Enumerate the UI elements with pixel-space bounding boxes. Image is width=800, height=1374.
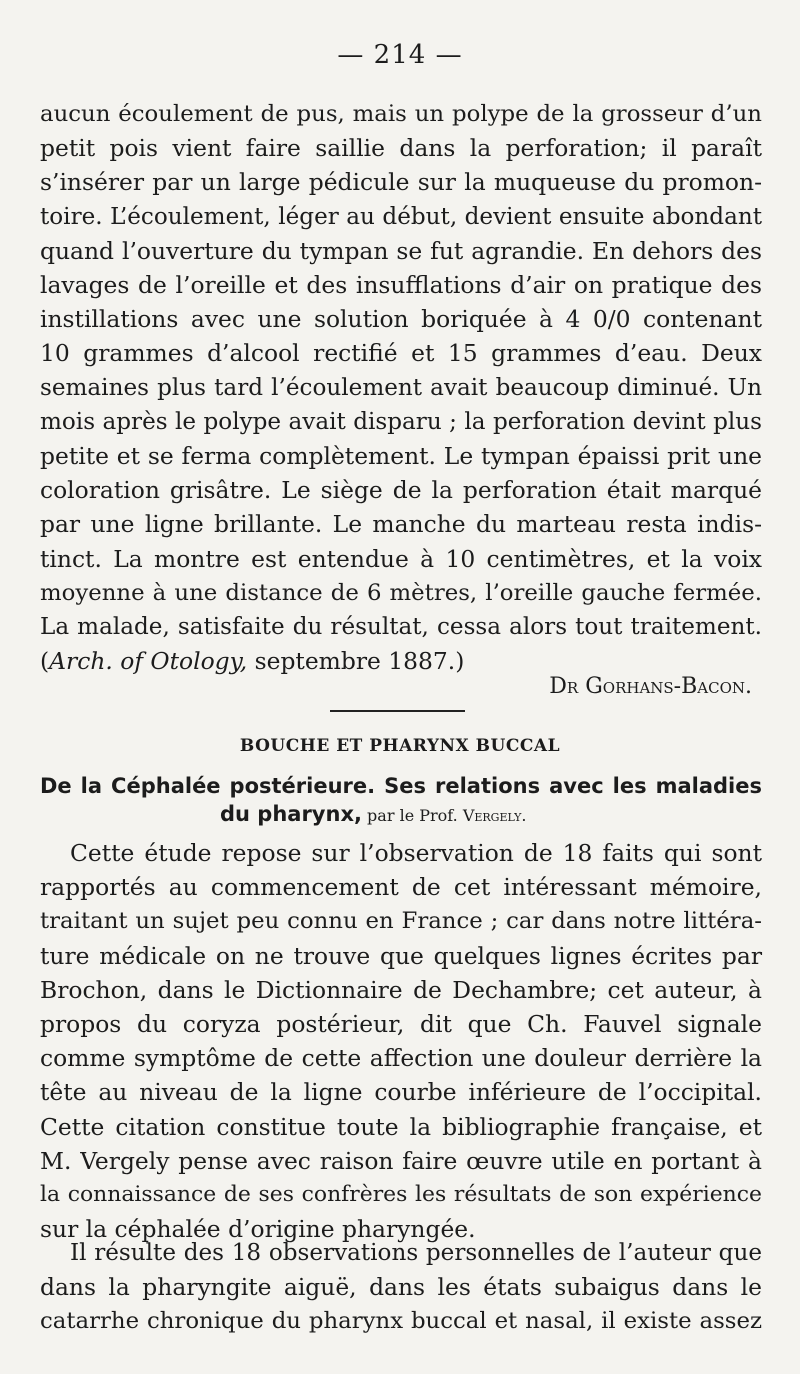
paragraph-2 (40, 836, 762, 1246)
text-line: La malade, satisfaite du résultat, cessa alors tout traitement. (40, 614, 762, 641)
article-title-line-2 (40, 800, 762, 830)
article-by: par le Prof. (361, 806, 463, 825)
text-line: mois après le polype avait disparu ; la perforation devint plus (40, 408, 762, 435)
text-line: toire. L’écoulement, léger au début, devient ensuite abondant (40, 203, 762, 230)
text-line: dans la pharyngite aiguë, dans les états subaigus dans le (40, 1273, 762, 1302)
text-line: par une ligne brillante. Le manche du marteau resta indis- (40, 510, 762, 539)
text-line: catarrhe chronique du pharynx buccal et nasal, il existe assez (40, 1308, 762, 1335)
signature: Dr Gorhans-Bacon. (549, 674, 752, 699)
text-line: aucun écoulement de pus, mais un polype de la grosseur d’un (40, 101, 762, 127)
text-line: rapportés au commencement de cet intéressant mémoire, (40, 873, 762, 902)
text-line: Cette étude repose sur l’observation de 18 faits qui sont (70, 839, 762, 867)
text-line: M. Vergely pense avec raison faire œuvre utile en portant à (40, 1146, 762, 1175)
paragraph-3 (40, 1236, 762, 1339)
article-author: Vergely. (462, 806, 527, 825)
paragraph-1 (40, 97, 762, 678)
text-line: traitant un sujet peu connu en France ; car dans notre littéra- (40, 908, 762, 935)
text-line: petite et se ferma complètement. Le tympan épaissi prit une (40, 442, 762, 471)
page-number: — 214 — (337, 40, 463, 70)
text-line: s’insérer par un large pédicule sur la muqueuse du promon- (40, 168, 762, 197)
text-line: Cette citation constitue toute la bibliographie française, et (40, 1112, 762, 1141)
citation-date: septembre 1887.) (247, 647, 465, 676)
text-line: la connaissance de ses confrères les résultats de son expérience (40, 1182, 762, 1208)
text-line: instillations avec une solution boriquée à 4 0/0 contenant (40, 305, 762, 334)
text-line: 10 grammes d’alcool rectifié et 15 grammes d’eau. Deux (40, 339, 762, 368)
citation-open-paren: ( (40, 647, 50, 676)
text-line: lavages de l’oreille et des insufflations d’air on pratique des (40, 271, 762, 300)
citation-journal: Arch. of Otology, (49, 647, 248, 676)
section-heading: BOUCHE ET PHARYNX BUCCAL (239, 736, 561, 756)
text-line: tête au niveau de la ligne courbe inférieure de l’occipital. (40, 1078, 762, 1107)
text-line: semaines plus tard l’écoulement avait beaucoup diminué. Un (40, 374, 762, 401)
text-line: moyenne à une distance de 6 mètres, l’oreille gauche fermée. (40, 579, 762, 606)
text-line: Brochon, dans le Dictionnaire de Dechambre; cet auteur, à (40, 975, 762, 1004)
article-title-end: du pharynx, (220, 802, 362, 826)
section-divider (330, 710, 465, 712)
text-line: Il résulte des 18 observations personnelles de l’auteur que (70, 1240, 762, 1266)
article-title-line-1: De la Céphalée postérieure. Ses relations avec les maladies (40, 774, 762, 798)
text-line: tinct. La montre est entendue à 10 centimètres, et la voix (40, 544, 762, 573)
article-title (40, 772, 762, 830)
text-line: sur la céphalée d’origine pharyngée. (40, 1215, 476, 1244)
text-line: coloration grisâtre. Le siège de la perforation était marqué (40, 476, 762, 505)
text-line: comme symptôme de cette affection une douleur derrière la (40, 1044, 762, 1073)
text-line: quand l’ouverture du tympan se fut agrandie. En dehors des (40, 236, 762, 265)
text-line: ture médicale on ne trouve que quelques lignes écrites par (40, 941, 762, 970)
text-line: petit pois vient faire saillie dans la perforation; il paraît (40, 134, 762, 163)
text-line: propos du coryza postérieur, dit que Ch. Fauvel signale (40, 1010, 762, 1039)
